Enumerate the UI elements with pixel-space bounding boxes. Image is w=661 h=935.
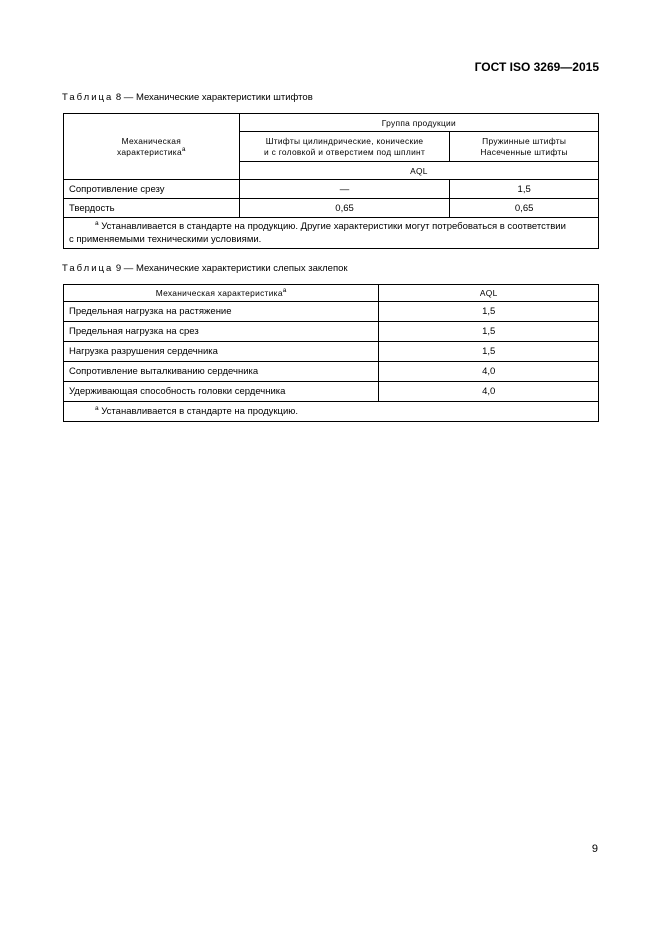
table8-caption (62, 92, 313, 103)
table9-row-value: 1,5 (379, 322, 599, 342)
table8-row-name: Сопротивление срезу (64, 180, 240, 199)
table-row (64, 302, 599, 322)
table-row (64, 322, 599, 342)
table9-caption-text: 9 — Механические характеристики слепых заклепок (113, 263, 348, 274)
table9-row-value: 4,0 (379, 362, 599, 382)
table8-footnote-row (64, 218, 599, 249)
table9-row-name: Сопротивление выталкиванию сердечника (64, 362, 379, 382)
table9-row-value: 1,5 (379, 342, 599, 362)
table8-row-value: 0,65 (239, 199, 450, 218)
table9-row-name: Нагрузка разрушения сердечника (64, 342, 379, 362)
table8 (63, 113, 599, 249)
page-number: 9 (591, 843, 598, 855)
table8-row-value: 1,5 (450, 180, 599, 199)
table8-header-characteristic: Механическая характеристика$^a$ (64, 114, 240, 180)
table9-header-aql: AQL (379, 285, 599, 302)
table-row (64, 362, 599, 382)
table-row (64, 382, 599, 402)
table9-footnote-row (64, 402, 599, 422)
table8-header-col2: Пружинные штифты Насеченные штифты (450, 132, 599, 162)
table9-row-name: Предельная нагрузка на растяжение (64, 302, 379, 322)
table8-header-product-group: Группа продукции (239, 114, 598, 132)
table8-footnote: $^a$ Устанавливается в стандарте на продукцию. Другие характеристики могут потребоваться в соответствии с применяемыми техническими условиями. (64, 218, 599, 249)
table9-caption-label: Таблица (62, 263, 114, 274)
table9-row-value: 4,0 (379, 382, 599, 402)
table8-row-value: 0,65 (450, 199, 599, 218)
table9 (63, 284, 599, 422)
table9-caption (62, 263, 348, 274)
table8-header-col1: Штифты цилиндрические, конические и с головкой и отверстием под шплинт (239, 132, 450, 162)
table8-row-name: Твердость (64, 199, 240, 218)
table8-caption-label: Таблица (62, 92, 114, 103)
table9-row-name: Удерживающая способность головки сердечника (64, 382, 379, 402)
table8-header-aql: AQL (239, 162, 598, 180)
table-row (64, 199, 599, 218)
table-row (64, 180, 599, 199)
table9-header-characteristic: Механическая характеристика$^a$ (64, 285, 379, 302)
document-code: ГОСТ ISO 3269—2015 (474, 60, 599, 74)
table8-caption-text: 8 — Механические характеристики штифтов (113, 92, 313, 103)
table9-footnote: $^a$ Устанавливается в стандарте на продукцию. (64, 402, 599, 422)
table8-row-value: — (239, 180, 450, 199)
table9-row-name: Предельная нагрузка на срез (64, 322, 379, 342)
table9-row-value: 1,5 (379, 302, 599, 322)
table-row (64, 342, 599, 362)
